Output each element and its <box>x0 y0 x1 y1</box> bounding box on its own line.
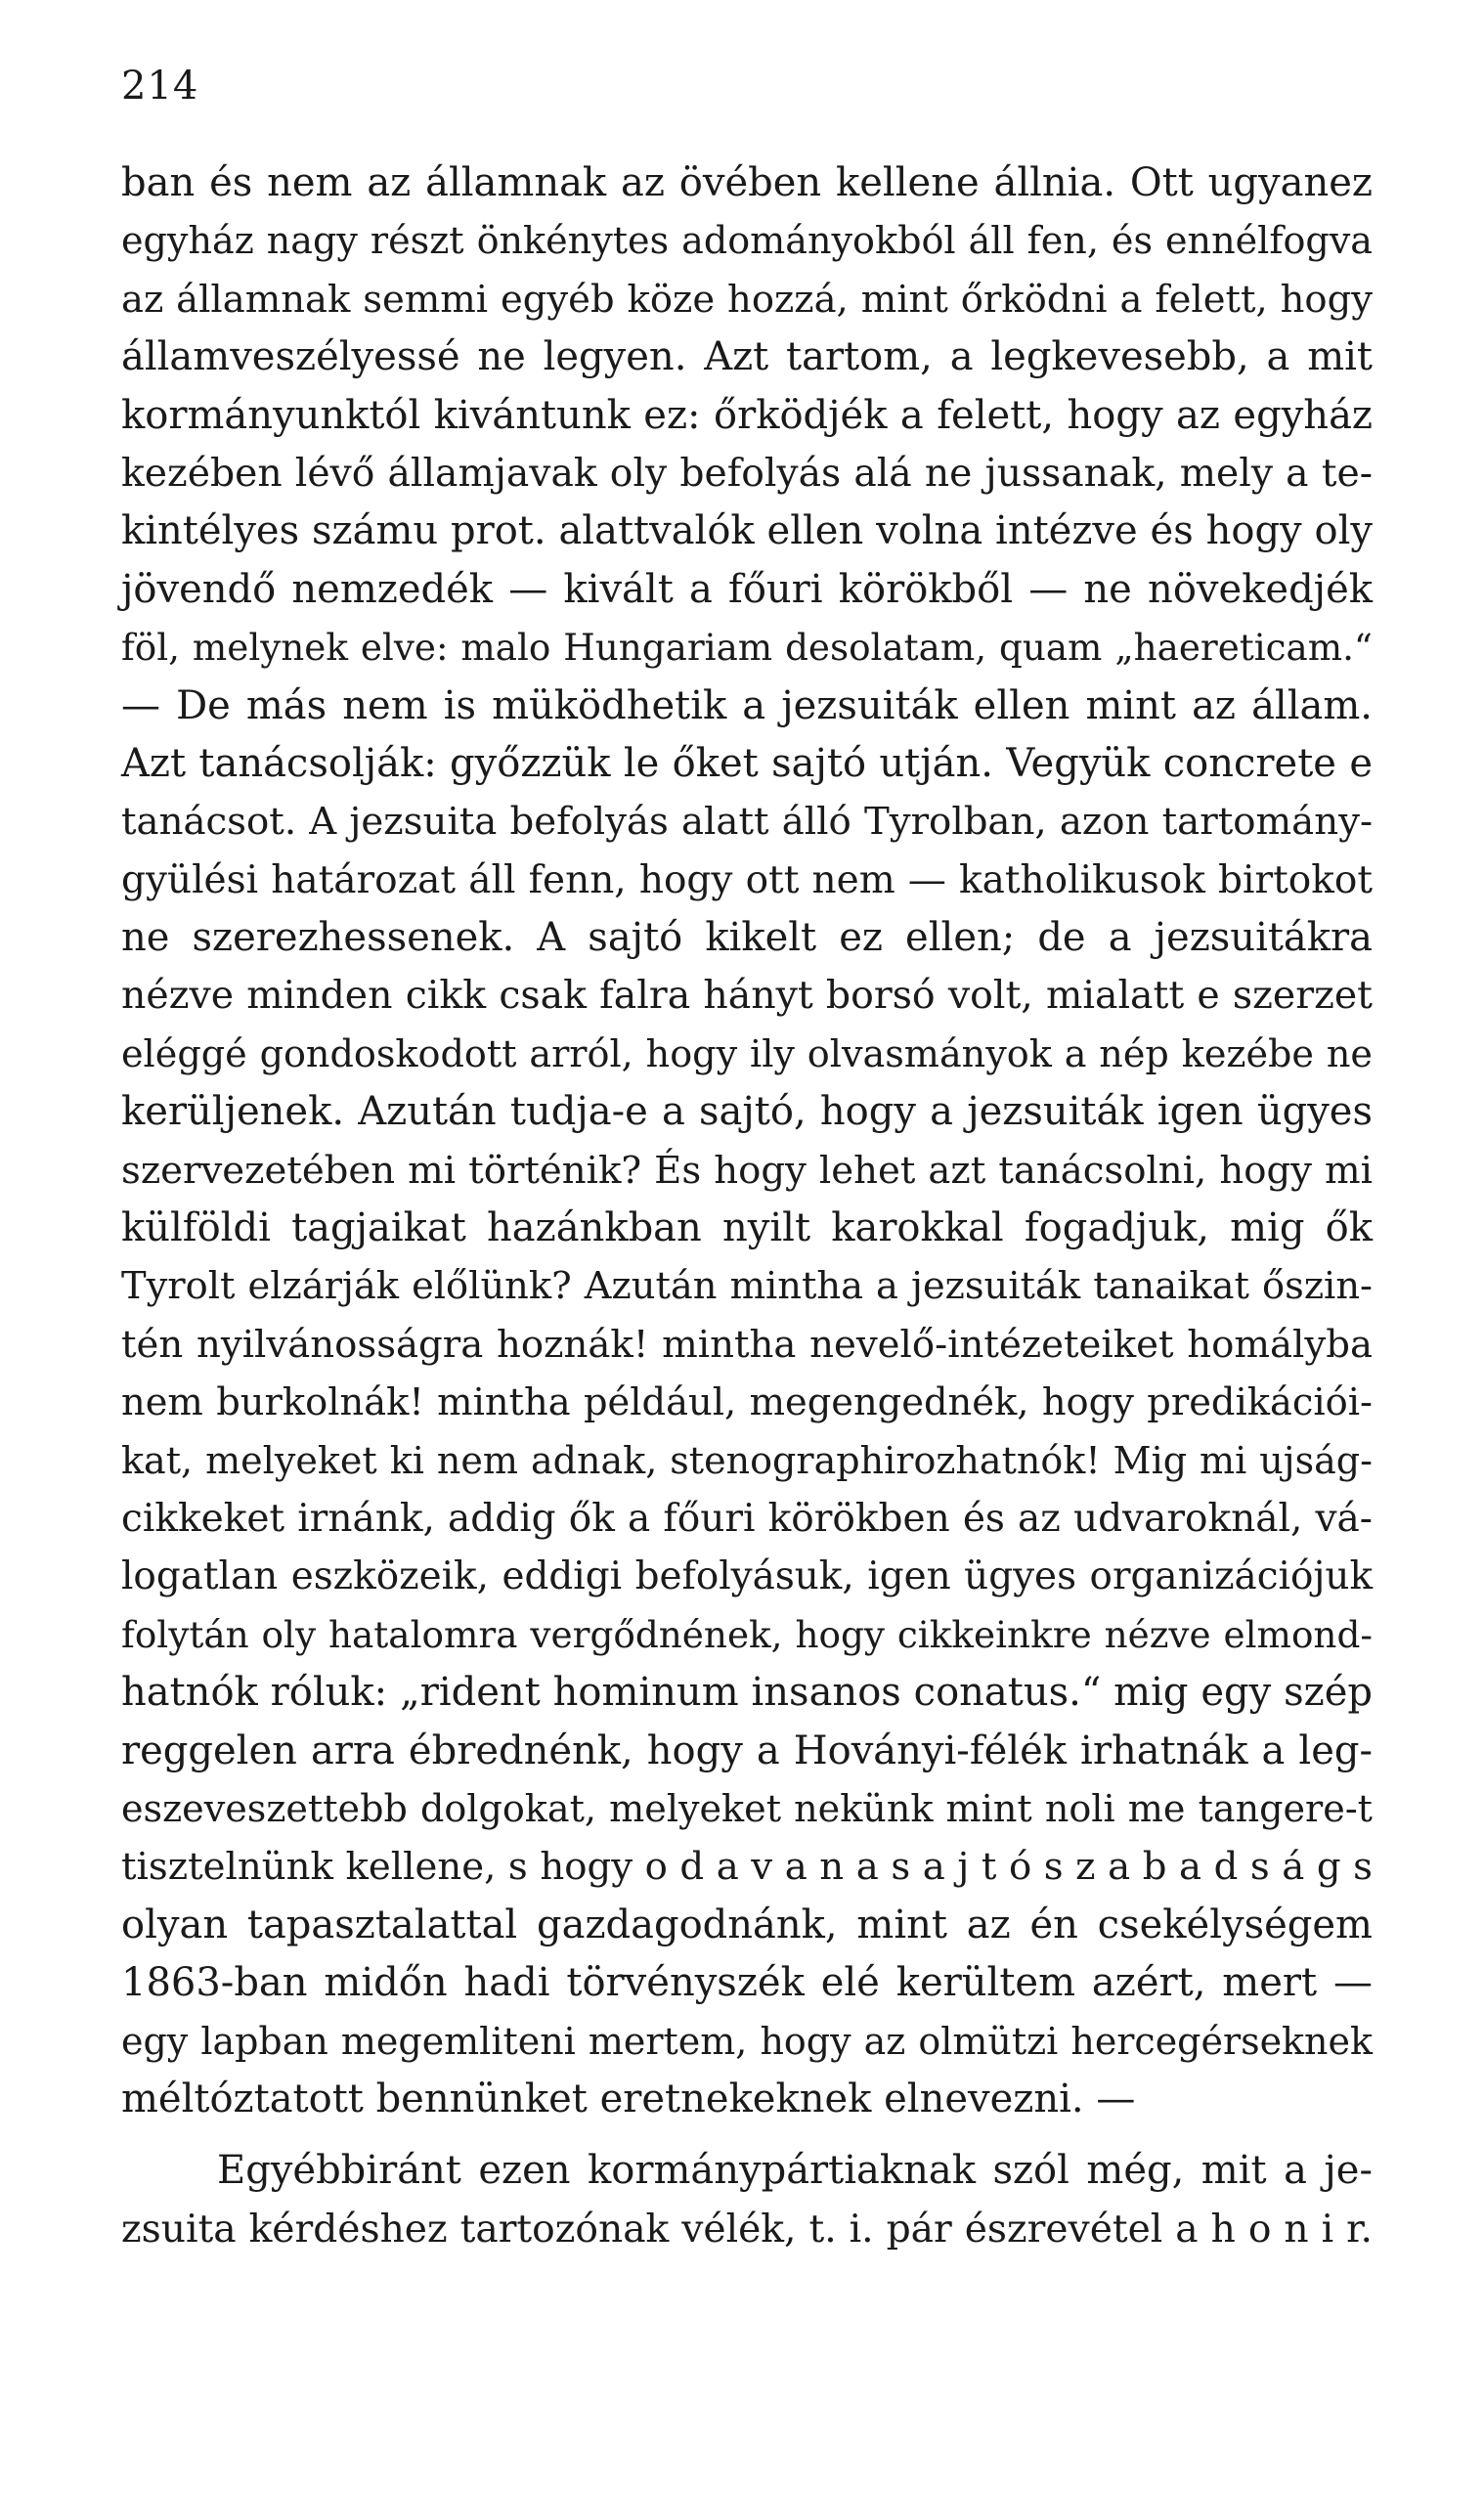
text-line: ban és nem az államnak az övében kellene állnia. Ott ugyanez <box>121 160 1373 205</box>
paragraph-end-line: méltóztatott bennünket eretnekeknek elnevezni. — <box>121 2076 1136 2121</box>
text-line: ne szerezhessenek. A sajtó kikelt ez ellen; de a jezsuitákra <box>121 915 1373 961</box>
text-line: kat, melyeket ki nem adnak, stenographirozhatnók! Mig mi ujság- <box>121 1438 1373 1482</box>
text-line: Tyrolt elzárják előlünk? Azután mintha a jezsuiták tanaikat őszin- <box>121 1264 1373 1309</box>
text-line: kormányunktól kivántunk ez: őrködjék a felett, hogy az egyház <box>121 392 1373 438</box>
text-line: cikkeket irnánk, addig ők a főuri körökben és az udvaroknál, vá- <box>121 1496 1373 1541</box>
text-line: egyház nagy részt önkénytes adományokból áll fen, és ennélfogva <box>121 219 1373 263</box>
text-line: az államnak semmi egyéb köze hozzá, mint őrködni a felett, hogy <box>121 277 1373 322</box>
text-line: szervezetében mi történik? És hogy lehet azt tanácsolni, hogy mi <box>121 1148 1373 1193</box>
text-line: gyülési határozat áll fenn, hogy ott nem — katholikusok birtokot <box>121 857 1373 902</box>
text-line: kintélyes számu prot. alattvalók ellen volna intézve és hogy oly <box>121 508 1373 554</box>
text-line: hatnók róluk: „rident hominum insanos conatus.“ mig egy szép <box>121 1670 1373 1716</box>
text-line: kerüljenek. Azután tudja-e a sajtó, hogy a jezsuiták igen ügyes <box>121 1089 1373 1135</box>
text-line: eléggé gondoskodott arról, hogy ily olvasmányok a nép kezébe ne <box>121 1031 1373 1075</box>
text-line: logatlan eszközeik, eddigi befolyásuk, igen ügyes organizációjuk <box>121 1554 1373 1599</box>
text-line: zsuita kérdéshez tartozónak vélék, t. i. pár észrevétel a h o n i r. <box>121 2207 1373 2252</box>
paragraph-start-line: Egyébbiránt ezen kormánypártiaknak szól még, mit a je- <box>217 2148 1373 2194</box>
text-line: reggelen arra ébrednénk, hogy a Hoványi-félék irhatnák a leg- <box>121 1728 1373 1773</box>
text-line: nem burkolnák! mintha például, megengednék, hogy predikációi- <box>121 1380 1373 1425</box>
text-line: tén nyilvánosságra hoznák! mintha nevelő-intézeteiket homályba <box>121 1322 1373 1367</box>
text-line: nézve minden cikk csak falra hányt borsó volt, mialatt e szerzet <box>121 973 1373 1019</box>
text-line: olyan tapasztalattal gazdagodnánk, mint az én csekélységem <box>121 1902 1373 1947</box>
text-line: államveszélyessé ne legyen. Azt tartom, a legkevesebb, a mit <box>121 334 1373 380</box>
body-text <box>121 154 1373 2258</box>
text-line: tanácsot. A jezsuita befolyás alatt álló Tyrolban, azon tartomány- <box>121 800 1373 845</box>
text-line: külföldi tagjaikat hazánkban nyilt karokkal fogadjuk, mig ők <box>121 1205 1373 1251</box>
text-line: 1863-ban midőn hadi törvényszék elé kerültem azért, mert — <box>121 1960 1373 2006</box>
text-line: egy lapban megemliteni mertem, hogy az olmützi hercegérseknek <box>121 2019 1373 2063</box>
text-line: Azt tanácsolják: győzzük le őket sajtó utján. Vegyük concrete e <box>121 740 1373 786</box>
text-line: eszeveszettebb dolgokat, melyeket nekünk mint noli me tangere-t <box>121 1786 1373 1830</box>
text-line: jövendő nemzedék — kivált a főuri körökből — ne növekedjék <box>121 566 1373 612</box>
text-line: föl, melynek elve: malo Hungariam desolatam, quam „haereticam.“ <box>121 626 1373 670</box>
text-line: folytán oly hatalomra vergődnének, hogy cikkeinkre nézve elmond- <box>121 1612 1373 1656</box>
text-line: tisztelnünk kellene, s hogy o d a v a n a s a j t ó s z a b a d s á g s <box>121 1845 1373 1890</box>
page-number: 214 <box>121 64 199 109</box>
text-line: — De más nem is müködhetik a jezsuiták ellen mint az állam. <box>121 682 1373 728</box>
text-line: kezében lévő államjavak oly befolyás alá ne jussanak, mely a te- <box>121 451 1373 496</box>
